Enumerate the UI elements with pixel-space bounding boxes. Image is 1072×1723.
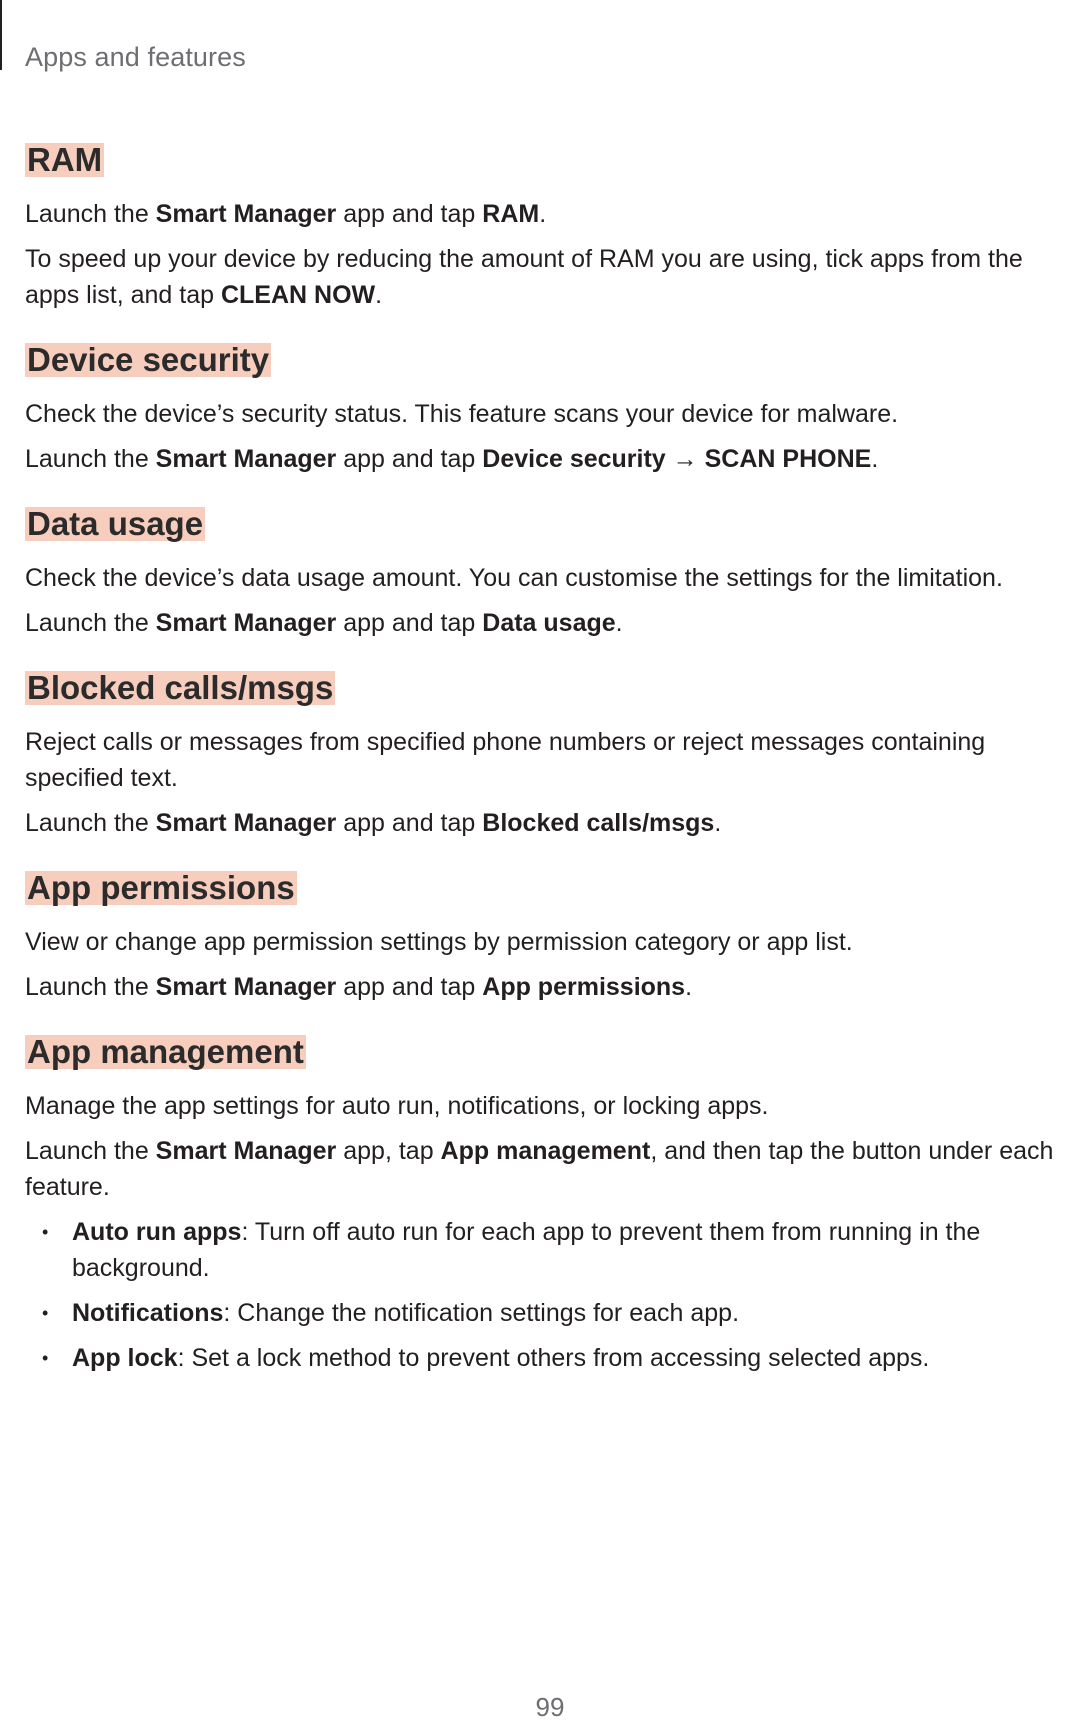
paragraph: Reject calls or messages from specified phone numbers or reject messages containing specified text.	[25, 728, 986, 792]
paragraph: Check the device’s security status. This feature scans your device for malware.	[25, 400, 899, 428]
section-title: App management	[27, 1033, 304, 1070]
section-title: Data usage	[27, 505, 204, 542]
bullet-icon: •	[42, 1303, 49, 1323]
section-app-management	[25, 1035, 1070, 1376]
list-item: • Notifications: Change the notification settings for each app.	[25, 1295, 1070, 1331]
paragraph: View or change app permission settings by permission category or app list.	[25, 928, 853, 956]
section-title: App permissions	[27, 869, 295, 906]
bullet-icon: •	[42, 1222, 49, 1242]
page-content	[25, 143, 1070, 1385]
list-item: • Auto run apps: Turn off auto run for each app to prevent them from running in the background.	[25, 1214, 1070, 1286]
paragraph: Launch the Smart Manager app and tap Data usage.	[25, 609, 623, 637]
section-device-security	[25, 343, 1070, 477]
corner-marker-line	[0, 0, 2, 70]
section-blocked-calls	[25, 671, 1070, 841]
paragraph: Launch the Smart Manager app and tap Device security → SCAN PHONE.	[25, 445, 879, 473]
section-data-usage	[25, 507, 1070, 641]
paragraph: Launch the Smart Manager app and tap Blocked calls/msgs.	[25, 809, 722, 837]
paragraph: Manage the app settings for auto run, notifications, or locking apps.	[25, 1092, 769, 1120]
paragraph: Launch the Smart Manager app and tap RAM.	[25, 200, 547, 228]
arrow-icon: →	[665, 445, 705, 473]
paragraph: To speed up your device by reducing the amount of RAM you are using, tick apps from the apps list, and tap CLEAN NOW.	[25, 245, 1023, 309]
section-title: Device security	[27, 341, 270, 378]
section-ram	[25, 143, 1070, 313]
page-number: 99	[535, 1692, 565, 1722]
section-title: Blocked calls/msgs	[27, 669, 334, 706]
running-header: Apps and features	[25, 42, 246, 72]
paragraph: Launch the Smart Manager app and tap App permissions.	[25, 973, 693, 1001]
bullet-icon: •	[42, 1348, 49, 1368]
section-app-permissions	[25, 871, 1070, 1005]
paragraph: Check the device’s data usage amount. You can customise the settings for the limitation.	[25, 564, 1003, 592]
list-item: • App lock: Set a lock method to prevent others from accessing selected apps.	[25, 1340, 1070, 1376]
paragraph: Launch the Smart Manager app, tap App management, and then tap the button under each feature.	[25, 1137, 1054, 1201]
feature-list	[25, 1214, 1070, 1376]
section-title: RAM	[27, 141, 103, 178]
